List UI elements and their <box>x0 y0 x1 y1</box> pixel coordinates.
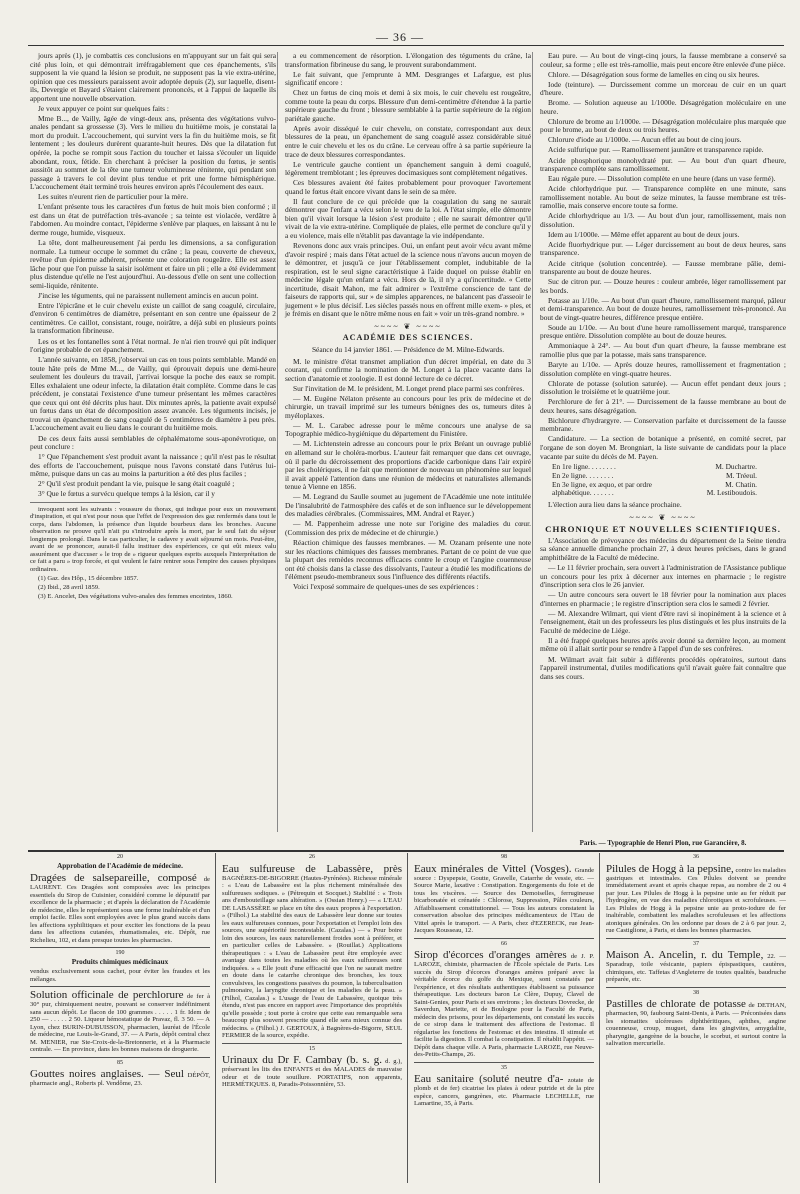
advertisement <box>222 854 402 1040</box>
candidate-name: M. Lestiboudois. <box>706 488 757 498</box>
ad-body: d. g.), préservant les lits des ENFANTS et des MALADES de mauvaise odeur et de toute souillure. PORTATIFS, non apparents, HERMÉTIQUES. 8, Paradis-Poissonnière, 53. <box>222 1058 402 1088</box>
ads-column-2 <box>222 853 402 1092</box>
ad-text <box>222 863 402 1040</box>
advertisement <box>30 854 210 944</box>
ad-body: de fer à 30° pur, chimiquement neutre, pouvant se conserver indéfiniment sans aucun dépôt. Le flacon de 100 grammes . . . . . 1 fr. Idem de 250 — . . . . . 2 50. Liqueur hémostatique de Pravaz, fl. 3 50. — A Lyon, chez BURIN-DUBUISSON, pharmacien, lauréat de l'École de médecine, rue Louis-le-Grand, 37. — A Paris, dépôt central chez M. MENIER, rue Ste-Croix-de-la-Bretonnerie, et à la Pharmacie centrale. — En province, dans les bonnes maisons de droguerie. <box>30 993 210 1053</box>
ad-separator <box>414 1062 594 1063</box>
ad-body: zotate de plomb et de fer) cicatrise les plaies à odeur putride et de la pire espèce, cancers, gangrènes, etc. Pharmacie LECHELLE, rue Lamartine, 35, à Paris. <box>414 1077 594 1107</box>
ads-divider <box>215 853 216 1183</box>
paragraph: M. le ministre d'état transmet ampliation d'un décret impérial, en date du 3 courant, qui confirme la nomination de M. Longet à la place vacante dans la section d'anatomie et zoologie. Il est donné lecture de ce décret. <box>285 356 531 383</box>
advertisement <box>30 1057 210 1088</box>
advertisement <box>222 1043 402 1089</box>
advertisement <box>606 938 786 984</box>
page-number: — 36 — <box>376 30 424 44</box>
paragraph: Acide phosphorique monohydraté pur. — Au bout d'un quart d'heure, transparence complète sans ramollissement. <box>540 155 786 174</box>
paragraph: Chlore. — Désagrégation sous forme de lamelles en cinq ou six heures. <box>548 69 760 79</box>
paragraph: La tête, dont malheureusement j'ai perdu les dimensions, a sa configuration normale. La tumeur occupe le sommet du crâne ; la peau, couverte de cheveux, revêtue d'un épiderme adhérent, présente une coloration rougeâtre. Elle est assez lâche pour que l'on puisse la saisir isolément et faire un pli ; elle a été évidemment plus distendue qu'elle ne l'est aujourd'hui. Au-dessous d'elle on sent une collection semi-liquide, rénitente. <box>30 237 276 290</box>
ads-column-1 <box>30 853 210 1091</box>
section-title-academie: ACADÉMIE DES SCIENCES. <box>342 333 474 343</box>
paragraph: Candidature. — La section de botanique a présenté, en comité secret, par l'organe de son doyen M. Brongniart, la liste suivante de candidats pour la place vacante par suite du décès de M. Payen. <box>540 434 786 461</box>
ad-title: Maison A. Ancelin, r. du Temple, <box>606 949 764 961</box>
ad-title: Pilules de Hogg à la pepsine, <box>606 862 734 875</box>
advertisement <box>606 854 786 935</box>
ad-number: 35 <box>501 1064 507 1071</box>
ad-text <box>30 1068 210 1088</box>
paragraph: 3° Que le fœtus a survécu quelque temps à la lésion, car il y <box>38 489 215 499</box>
paragraph: Eau régale pure. — Dissolution complète en une heure (dans un vase fermé). <box>548 174 776 184</box>
paragraph: Ammoniaque à 24°. — Au bout d'un quart d'heure, la fausse membrane est ramollie plus que par la potasse, mais sans transparence. <box>540 341 786 359</box>
ad-title: Eau sulfureuse de Labassère, près <box>222 862 402 875</box>
paragraph: Baryte au 1/10e. — Après douze heures, ramollissement et fragmentation ; dissolution complète en vingt-quatre heures. <box>540 360 786 378</box>
column-divider <box>532 52 533 832</box>
ad-number: 98 <box>501 854 507 860</box>
paragraph: a eu commencement de résorption. L'élongation des téguments du crâne, la transformation fibrineuse du sang, le prouvent surabondamment. <box>285 51 531 69</box>
candidate-name: M. Tréeul. <box>725 470 757 480</box>
ad-text <box>414 863 594 935</box>
paragraph: Mme B..., de Vailly, âgée de vingt-deux ans, présenta des végétations vulvo-anales pendant sa grossesse (3). Vers le milieu du huitième mois, je constatai la mort du produit. L'accouchement, qui survint vers la fin du huitième mois, se fit lentement ; les douleurs durèrent quarante-huit heures. Dès que la dilatation fut opérée, la poche se rompit sous l'action du toucher et laissa s'écouler un liquide abondant, roux, fétide. En cherchant à préciser la position du fœtus, je sentis aussitôt au sommet de la tête une tumeur volumineuse rénitente, qui pendant son passage à travers le col devint plus tendue et prit une forme hémisphérique. L'accouchement était terminé trois heures environ après l'écoulement des eaux. <box>30 113 276 192</box>
paragraph: Le ventricule gauche contient un épanchement sanguin à demi coagulé, légèrement tremblotant ; les épreuves docimasiques sont complètement négatives. <box>285 159 531 178</box>
footnote: (2) Ibid., 28 avril 1859. <box>38 583 100 591</box>
ads-divider <box>599 853 600 1183</box>
ad-title: Eau sanitaire (soluté neutre d'a- <box>414 1073 564 1085</box>
paragraph: Potasse au 1/10e. — Au bout d'un quart d'heure, ramollissement marqué, pâleur et demi-transparence. Au bout de douze heures, ramollissement très-prononcé. Au bout de vingt-quatre heures, différence presque entière. <box>540 295 786 322</box>
section-title-chronique: CHRONIQUE ET NOUVELLES SCIENTIFIQUES. <box>545 524 781 535</box>
ad-body: de J. P. LAROZE, chimiste, pharmacien de l'École spéciale de Paris. Les succès du Sirop d'écorces d'oranges amères préparé avec la véritable écorce du golfe du Mexique, sont constatés par l'expérience, et des résultats authentiques établissent sa puissance thérapeutique. Les docteurs baron Le Clère, Dupuy, Clavel de Saint-Genies, pour Paris et ses environs ; les docteurs Dovrecke, de Saverdun, Mariette, et de Boulogne pour la Faculté de Paris, médecin des prisons, pour les départements, ont constaté les succès de ce sirop dans le traitement des affections de l'estomac. Il régularise les fonctions de l'estomac et des intestins. Il stimule et facilite la digestion. Il combat la constipation. Il rétablit l'appétit. — Dépôt dans chaque ville. A Paris, pharmacie LAROZE, rue Neuve-des-Petits-Champs, 26. <box>414 953 594 1058</box>
ad-title: Pastilles de chlorate de potasse <box>606 998 746 1010</box>
ad-title: Solution officinale de perchlorure <box>30 989 184 1001</box>
candidates-list <box>552 463 786 498</box>
paragraph: Acide sulfurique pur. — Ramollissement jaunâtre et transparence rapide. <box>548 145 764 155</box>
paragraph: J'incise les téguments, qui ne paraissent nullement amincis en aucun point. <box>38 290 259 300</box>
column-3 <box>540 52 786 683</box>
ad-number: 15 <box>309 1045 315 1052</box>
footnote: (3) E. Ancelet, Des végétations vulvo-anales des femmes enceintes, 1860. <box>38 592 233 600</box>
ad-separator <box>414 938 594 939</box>
column-3-text <box>540 52 786 461</box>
ad-body: contre les maladies gastriques et intestinales. Ces Pilules doivent se prendre immédiatement avant et après chaque repas, au nombre de 2 ou 4 par jour. Les Pilules de Hogg à la pepsine unie au fer réduit par l'hydrogène, en vue des maladies chlorotiques et scrofuleuses. — Les Pilules de Hogg à la pepsine unie au proto-iodure de fer inaltérable, combattent les maladies scrofuleuses et les affections atoniques générales. On les ordonne par doses de 2 à 6 par jour. 2, rue Castiglione, à Paris, et dans les bonnes pharmacies. <box>606 866 786 934</box>
ads-column-3 <box>414 853 594 1111</box>
advertisement <box>414 854 594 935</box>
paragraph: — Le 11 février prochain, sera ouvert à l'administration de l'Assistance publique un concours pour les prix à décerner aux internes en pharmacie ; le registre d'inscription sera clos le 26 janvier. <box>540 563 786 590</box>
paragraph: L'enfant présente tous les caractères d'un fœtus de huit mois bien conformé ; il est dans un état de putréfaction très-avancée ; sa teinte est violacée, verdâtre à l'abdomen. Au moindre contact, l'épiderme s'enlève par plaques, en laissant à nu le derme rouge, humide, visqueux. <box>30 202 276 237</box>
ads-rule <box>28 850 784 852</box>
ornament-divider: ~~~~ ❦ ~~~~ <box>374 321 442 331</box>
paragraph: De ces deux faits aussi semblables de céphalématome sous-aponévrotique, on peut conclure : <box>30 433 276 452</box>
ad-separator <box>606 938 786 939</box>
ad-text <box>414 1073 594 1108</box>
advertisement <box>606 987 786 1048</box>
paragraph: Sur l'invitation de M. le président, M. Longet prend place parmi ses confrères. <box>293 383 525 393</box>
footnote-rule <box>30 502 120 503</box>
ad-title: Dragées de salsepareille, composé <box>30 872 197 884</box>
paragraph: Acide chlorhydrique pur. — Transparence complète en une minute, sans ramollissement notable. Au bout de seize minutes, la fausse membrane est très-ramollie, mais conserve encore toute sa forme. <box>540 184 786 211</box>
ad-text <box>606 949 786 984</box>
ad-title: Gouttes noires anglaises. — Seul <box>30 1068 184 1080</box>
ad-body: 22. — Sparadrap, toile vésicante, papiers épispastiques, cautères, chimiques, etc. Taffetas d'Angleterre de toutes qualités, baudruche préparée, etc. <box>606 953 786 983</box>
paragraph: — M. Pappenheim adresse une note sur l'origine des maladies du cœur. (Commission des prix de médecine et de chirurgie.) <box>285 519 531 537</box>
advertisement <box>414 938 594 1059</box>
footnote: invoquent sont les suivants : voussure du thorax, qui indique pour eux un mouvement d'inspiration, et qui n'est pour nous que l'effet de l'expression des gaz renfermés dans tout le corps, dans l'abdomen, la présence d'un liquide bourbeux dans les bronches. Aucune observation ne prouve qu'il n'ait pu s'introduire après la mort, par le seul fait du séjour longtemps prolongé. Dans le cas particulier, le cadavre y avait séjourné un mois. Peut-être, avant de se prononcer, aurait-il fallu instituer des expériences, ce qui eût mieux valu assurément que d'accuser » le trop de » rigueur quelques esprits auxquels l'interprétation de ce fait a paru » trop forcée, et qui veulent le faire rentrer sous l'empire des causes physiques ordinaires. <box>30 505 276 573</box>
ornament-divider: ~~~~ ❦ ~~~~ <box>629 512 697 522</box>
paragraph: Acide fluorhydrique pur. — Léger durcissement au bout de deux heures, sans transparence. <box>540 239 786 258</box>
candidate-rank: En 1re ligne. . . . . . . . <box>552 462 616 472</box>
ad-body: BAGNÈRES-DE-BIGORRE (Hautes-Pyrénées). Richesse minérale : « L'eau de Labassère est la plus richement minéralisée des sulfureuses sodiques. » (Pétrequin et Socquet.) Stabilité : « Trois ans d'embouteillage sans altération. » (Ossian Henry.) — « L'EAU DE LABASSÈRE se place en tête des eaux propres à l'exportation. » (Filhol.) La stabilité des eaux de Labassère leur donne sur toutes les eaux sulfureuses connues, pour l'exportation et l'emploi loin des sources, une supériorité incontestable. (Cazalas.) — « Pour boire loin des sources, les eaux naturellement froides sont à préférer, et en particulier celles de Labassère. » (Rouillat.) Applications thérapeutiques : « L'eau de Labassère peut être employée avec avantage dans toutes les maladies où les eaux sulfureuses sont indiquées. » « Elle jouit d'une efficacité que l'on ne saurait mettre en doute dans le catarrhe chronique des bronches, les toux convulsives, les congestions passives du poumon, la tuberculisation pulmonaire, la laryngite chronique et les maladies de la peau. » (Filhol, Cazalas.) « L'usage de l'eau de Labassère, quoique très étendu, n'est pas encore en rapport avec l'importance des propriétés qu'elle possède ; tout porte à croire que cette eau remarquable sera beaucoup plus souvent prescrite quand elle sera mieux connue des médecins. » (Filhol.) J. GERTOUX, à Bagnères-de-Bigorre, SEUL FERMIER de la source, expédie. <box>222 874 402 1039</box>
ad-number: 20 <box>117 854 123 860</box>
ad-body: DÉPÔT, pharmacie angl., Roberts pl. Vendôme, 23. <box>30 1072 211 1087</box>
footnote: (1) Gaz. des Hôp., 15 décembre 1857. <box>38 574 139 582</box>
paragraph: Il a été frappé quelques heures après avoir donné sa dernière leçon, au moment même où il allait sortir pour se rendre à l'appel d'un de ses confrères. <box>540 635 786 654</box>
paragraph: Acide chlorhydrique au 1/3. — Au bout d'un jour, ramollissement, mais non dissolution. <box>540 211 786 229</box>
imprint: Paris. — Typographie de Henri Plon, rue Garancière, 8. <box>579 839 747 847</box>
paragraph: — M. L. Carabec adresse pour le même concours une analyse de sa Topographie médico-hygiénique du département du Finistère. <box>285 420 531 439</box>
ad-number: 36 <box>693 854 699 860</box>
ad-number: 26 <box>309 854 315 860</box>
column-1-text <box>30 52 276 499</box>
paragraph: Acide citrique (solution concentrée). — Fausse membrane pâlie, demi-transparente au bout de douze heures. <box>540 258 786 277</box>
ad-separator <box>606 987 786 988</box>
paragraph: Le fait suivant, que j'emprunte à MM. Desgranges et Lafargue, est plus significatif encore : <box>285 69 531 88</box>
candidate-name: M. Chatin. <box>725 479 757 489</box>
seance-line: Séance du 14 janvier 1861. — Présidence de M. Milne-Edwards. <box>311 345 505 354</box>
paragraph: Il faut conclure de ce qui précède que la coagulation du sang ne saurait démontrer que l'enfant a vécu selon le vœu de la loi. A l'état simple, elle démontre bien qu'il vivait lorsque la lésion s'est produite ; elle ne saurait démontrer qu'il vivait de la vie extra-utérine. Compliquée de plaies, elle permet de conclure qu'il y a eu violence, mais elle n'établit pas davantage la vie indépendante. <box>285 196 531 240</box>
ad-separator <box>30 986 210 987</box>
paragraph: Perchlorure de fer à 21°. — Durcissement de la fausse membrane au bout de deux heures, sans désagrégation. <box>540 397 786 415</box>
ad-text <box>414 949 594 1059</box>
paragraph: Bichlorure d'hydrargyre. — Conservation parfaite et durcissement de la fausse membrane. <box>540 415 786 434</box>
ad-title: Eaux minérales de Vittel (Vosges). <box>414 862 572 875</box>
paragraph: Entre l'épicrâne et le cuir chevelu existe un caillot de sang coagulé, circulaire, d'environ 6 centimètres de diamètre, présentant en son centre une épaisseur de 2 centimètres. Ce caillot, consistant, rouge, noirâtre, a déjà subi en plusieurs points la transformation fibrineuse. <box>30 300 276 336</box>
advertisement <box>414 1062 594 1108</box>
paragraph: Iode (teinture). — Durcissement comme un morceau de cuir en un quart d'heure. <box>540 79 786 98</box>
ad-number: 190 <box>115 950 125 956</box>
ad-number: 38 <box>693 989 699 996</box>
paragraph: — Un autre concours sera ouvert le 18 février pour la nomination aux places d'internes en pharmacie ; le registre d'inscription sera clos le samedi 2 février. <box>540 590 786 608</box>
paragraph: Réaction chimique des fausses membranes. — M. Ozanam présente une note sur les réactions chimiques des fausses membranes. Partant de ce point de vue que la plupart des remèdes reconnus efficaces contre le croup et l'angine couenneuse ont été choisis dans la classe des dissolvants, l'auteur a étudié les modifications de l'élément pseudo-membraneux sous l'influence des différents réactifs. <box>285 537 531 582</box>
paragraph: L'Association de prévoyance des médecins du département de la Seine tiendra sa séance annuelle dimanche prochain 27, à deux heures précises, dans le grand amphithéâtre de la Faculté de médecine. <box>540 535 786 562</box>
paragraph: — M. Lichtenstein adresse au concours pour le prix Bréant un ouvrage publié en allemand sur le choléra-morbus. L'auteur fait remarquer que dans cet ouvrage, où il parle du décroissement des proportions d'acide carbonique dans l'air expiré par les cholériques, il ne fait que mentionner de nouveau un phénomène sur lequel il avait appelé l'attention dans une réunion de médecins et naturalistes allemands tenue à Vienne en 1856. <box>285 439 531 492</box>
paragraph: Ces blessures avaient été faites probablement pour provoquer l'avortement quand le fœtus était encore vivant dans le sein de sa mère. <box>285 178 531 196</box>
ad-text <box>30 989 210 1054</box>
ads-divider <box>407 853 408 1183</box>
paragraph: 2° Qu'il s'est produit pendant la vie, puisque le sang était coagulé ; <box>38 479 235 489</box>
paragraph: Revenons donc aux vrais principes. Oui, un enfant peut avoir vécu avant même d'avoir respiré ; mais dans l'état actuel de la science nous n'avons aucun moyen de le démontrer, et jusqu'à ce jour l'établissement complet, indubitable de la respiration, est le seul signe caractéristique à l'aide duquel on puisse établir en médecine légale qu'un enfant a vécu. Hors de là, il n'y a qu'incertitude. « Cette incertitude, disait Mahon, me fait admirer » l'extrême conscience de tant de faiseurs de rapports qui, sur » de simples apparences, ne balancent pas d'asseoir le jugement » le plus décisif. Les siècles passés nous en offrent mille exem- » ples, et je frémis en disant que le nôtre même nous en fait » voir un très-grand nombre. » <box>285 240 531 319</box>
candidate-rank: En 2e ligne. . . . . . . . <box>552 470 614 480</box>
paragraph: Eau pure. — Au bout de vingt-cinq jours, la fausse membrane a conservé sa couleur, sa forme ; elle est très-ramollie, mais peut encore être enlevée d'une pièce. <box>540 51 786 69</box>
paragraph: Je veux appuyer ce point sur quelques faits : <box>38 103 169 113</box>
header-rule <box>28 45 784 46</box>
paragraph: Chez un fœtus de cinq mois et demi à six mois, le cuir chevelu est rougeâtre, comme toute la peau du corps. Blessure d'un demi-centimètre d'étendue à la partie supérieure gauche du front ; blessure semblable à la partie supérieure de la région pariétale gauche. <box>285 88 531 123</box>
column-3-news <box>540 537 786 681</box>
ad-body: vendus exclusivement sous cachet, pour éviter les fraudes et les mélanges. <box>30 968 210 983</box>
ad-text <box>30 968 210 983</box>
paragraph: Soude au 1/10e. — Au bout d'une heure ramollissement marqué, transparence presque entière. Dissolution complète au bout de douze heures. <box>540 322 786 341</box>
ad-body: de LAURENT. Ces Dragées sont composées avec les principes essentiels du Sirop de Cuisinier, considéré comme le dépuratif par excellence de la pharmacie ; et d'après la déclaration de l'Académie de médecine, elles le représentent sous une forme inaltérable et d'un emploi facile. Elles sont employées avec le plus grand succès dans les affections syphilitiques et pour exciter les fonctions de la peau dans les affections cutanées, rhumatismales, etc. Dépôt, rue Richelieu, 102, et dans presque toutes les pharmacies. <box>30 876 210 944</box>
column-divider <box>277 52 278 832</box>
candidate-rank: En 3e ligne, ex æquo, et par ordre <box>552 479 652 489</box>
footnotes <box>30 506 276 601</box>
ads-column-4 <box>606 853 786 1051</box>
ad-separator <box>222 1043 402 1044</box>
column-2-text <box>285 52 531 319</box>
paragraph: Voici l'exposé sommaire de quelques-unes de ses expériences : <box>293 582 479 592</box>
column-1 <box>30 52 276 602</box>
ad-heading: Produits chimiques médicinaux <box>71 957 169 966</box>
election-note: L'élection aura lieu dans la séance prochaine. <box>548 500 682 510</box>
ad-text <box>606 998 786 1048</box>
paragraph: — M. Eugène Nélaton présente au concours pour les prix de médecine et de chirurgie, un travail imprimé sur les tumeurs bénignes des os, tumeurs dites à myéloplaxes. <box>285 393 531 420</box>
ad-number: 66 <box>501 940 507 947</box>
paragraph: M. Wilmart avait fait subir à différents procédés opératoires, surtout dans l'appareil instrumental, d'utiles modifications qu'il n'avait guère fait connaître que dans ses cours. <box>540 654 786 681</box>
ad-title: Urinaux du Dr F. Cambay (b. s. g. <box>222 1054 383 1066</box>
ad-number: 37 <box>693 940 699 947</box>
paragraph: L'année suivante, en 1858, j'observai un cas en tous points semblable. Mandé en toute hâte près de Mme M..., de Vailly, qui éprouvait depuis une demi-heure seulement les douleurs du travail, j'arrivai lorsque la poche des eaux se rompit. Elles exhalaient une odeur infecte, la dilatation était complète. Comme dans le cas précédent, je constatai l'existence d'une tumeur présentant les mêmes caractères que ceux qui ont été décrits plus haut. Dix minutes après, la patiente avait expulsé un fœtus dans un état de décomposition assez avancée. Les téguments incisés, je trouvai un épanchement de sang coagulé de 5 centimètres de diamètre à peu près. L'accouchement avait eu lieu dans le courant du huitième mois. <box>30 355 276 433</box>
paragraph: Les os et les fontanelles sont à l'état normal. Je n'ai rien trouvé qui pût indiquer l'origine probable de cet épanchement. <box>30 336 276 355</box>
paragraph: Chlorure d'iode au 1/1000e. — Aucun effet au bout de cinq jours. <box>548 135 742 145</box>
ad-body: Grande source : Dyspepsie, Goutte, Gravelle, Catarrhe de vessie, etc. — Source Marie, laxative : Constipation. Engorgements du foie et de tous les viscères. — Source des Demoiselles, ferrugineuse bicarbonatée et crénatée : Chlorose, Suppression, Pâles couleurs, Affaiblissement constitutionnel. — Tous les auteurs constatent la conservation absolue des principes médicamenteux de l'Eau de Vittel après le transport. — A Paris, chez d'EZERECK, rue Jean-Jacques Rousseau, 12. <box>414 866 594 934</box>
column-2 <box>285 52 531 593</box>
paragraph: Brome. — Solution aqueuse au 1/1000e. Désagrégation moléculaire en une heure. <box>540 98 786 116</box>
ad-separator <box>30 1057 210 1058</box>
candidate-name: M. Duchartre. <box>715 462 757 472</box>
paragraph: Idem au 1/1000e. — Même effet apparent au bout de deux jours. <box>548 229 740 239</box>
paragraph: Les suites n'eurent rien de particulier pour la mère. <box>38 192 189 202</box>
paragraph: Chlorure de brome au 1/1000e. — Désagrégation moléculaire plus marquée que pour le brome, au bout de deux ou trois heures. <box>540 116 786 135</box>
ad-text <box>222 1054 402 1089</box>
paragraph: — M. Legrand du Saulle soumet au jugement de l'Académie une note intitulée De l'insalubrité de l'atmosphère des cafés et de son influence sur le développement des maladies cérébrales. (Commissaires, MM. Andral et Rayer.) <box>285 492 531 519</box>
ad-separator <box>30 947 210 948</box>
ad-title: Sirop d'écorces d'oranges amères <box>414 949 567 961</box>
column-2-proceedings <box>285 358 531 592</box>
ad-number: 85 <box>117 1059 123 1066</box>
candidate-row <box>552 489 757 498</box>
paragraph: — M. Alexandre Wilmart, qui vient d'être ravi si inopinément à la science et à l'enseignement, était un des professeurs les plus distingués et les plus instruits de la Faculté de médecine de Liége. <box>540 608 787 635</box>
paragraph: Après avoir disséqué le cuir chevelu, on constate, correspondant aux deux blessures de la peau, un épanchement de sang coagulé assez considérable situé entre le cuir chevelu et les os du crâne. Le cerveau offre à sa partie supérieure la trace de deux blessures correspondantes. <box>285 123 531 159</box>
paragraph: jours après (1), je combattis ces conclusions en m'appuyant sur un fait qui sera cité plus loin, et qui démontrait irréfragablement que ces épanchements, s'ils supposent la vie quand la lésion se produit, ne supposent pas la vie extra-utérine, opinion que ces messieurs paraissent avoir adoptée depuis (2), sur laquelle, disent-ils, Devergie et Bayard s'étaient clairement prononcés, et à l'appui de laquelle ils apportent une nouvelle observation. <box>30 51 276 103</box>
advertisement <box>30 986 210 1054</box>
ad-body: de DETHAN, pharmacien, 90, faubourg Saint-Denis, à Paris. — Préconisées dans les stomatites ulcéreuses diphthéritiques, aphthes, angine couenneuse, croup, muguet, dans les gingivites, amygdalite, pharyngite, gangrène de la bouche, le scorbut, et surtout contre la salivation mercurielle. <box>606 1002 786 1047</box>
candidate-rank: alphabétique. . . . . . . <box>552 488 614 498</box>
advertisement <box>30 947 210 983</box>
paragraph: 1° Que l'épanchement s'est produit avant la naissance ; qu'il n'est pas le résultat des efforts de l'accouchement, puisque nous l'avons constaté dans l'utérus lui-même, puisque dans un cas au moins la parturition a été des plus faciles ; <box>30 452 276 479</box>
paragraph: Suc de citron pur. — Douze heures : couleur ambrée, léger ramollissement par les bords. <box>540 277 786 295</box>
ad-text <box>606 863 786 935</box>
ad-text <box>30 872 210 944</box>
ad-heading: Approbation de l'Académie de médecine. <box>57 861 183 870</box>
paragraph: Chlorate de potasse (solution saturée). — Aucun effet pendant deux jours ; dissolution le troisième et le quatrième jour. <box>540 378 786 397</box>
